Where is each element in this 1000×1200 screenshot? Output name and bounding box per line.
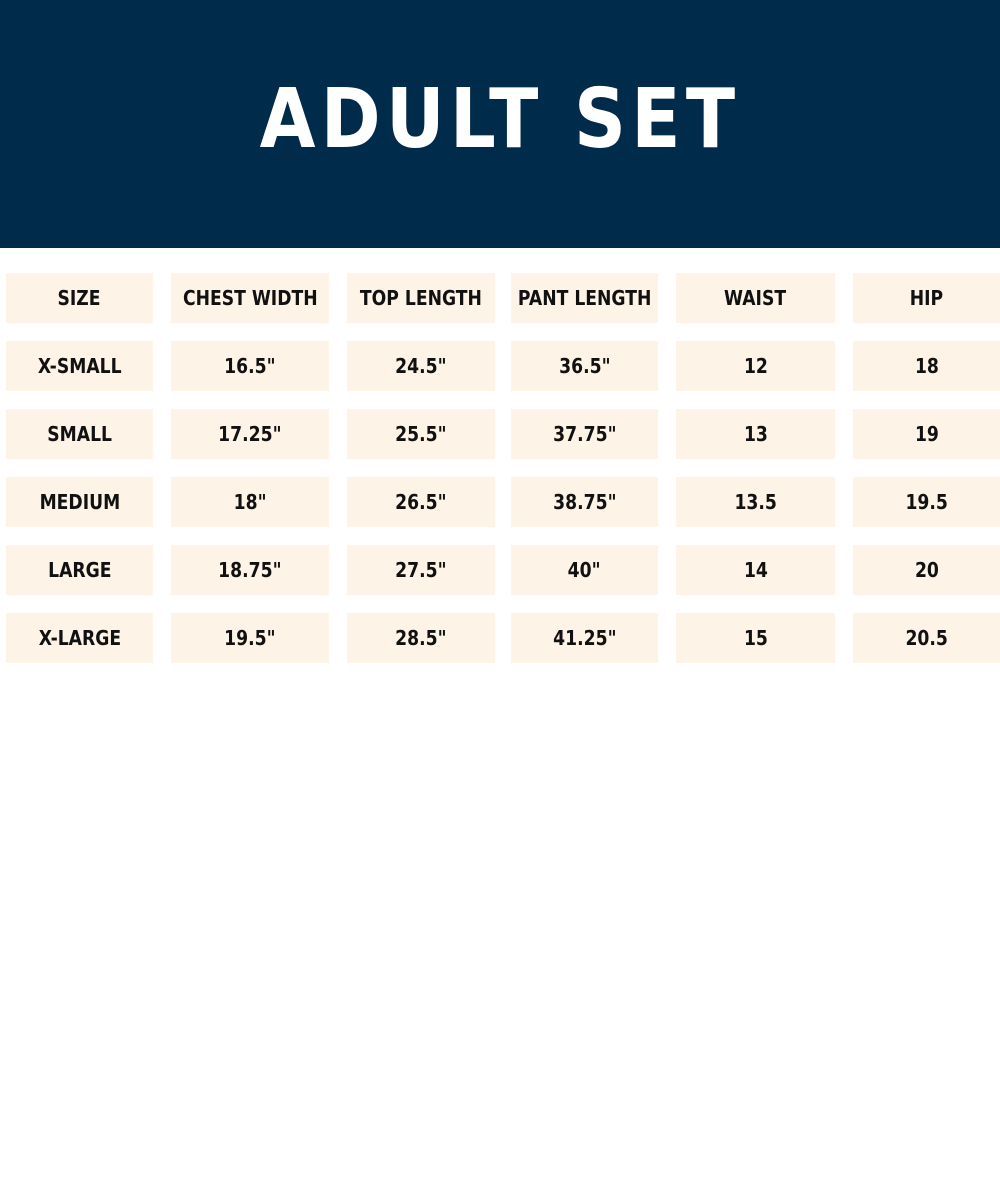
- table-cell-size: X-SMALL: [6, 341, 153, 391]
- column-header-hip: HIP: [853, 273, 1000, 323]
- table-cell-pant-length: 41.25": [511, 613, 658, 663]
- table-cell-chest-width: 18": [171, 477, 329, 527]
- table-cell-hip: 20: [853, 545, 1000, 595]
- table-cell-pant-length: 38.75": [511, 477, 658, 527]
- table-cell-waist: 12: [676, 341, 835, 391]
- table-cell-hip: 19.5: [853, 477, 1000, 527]
- table-cell-top-length: 28.5": [347, 613, 495, 663]
- table-cell-pant-length: 36.5": [511, 341, 658, 391]
- table-cell-top-length: 24.5": [347, 341, 495, 391]
- table-cell-chest-width: 17.25": [171, 409, 329, 459]
- table-cell-top-length: 25.5": [347, 409, 495, 459]
- page-title: ADULT SET: [259, 72, 741, 167]
- table-cell-waist: 14: [676, 545, 835, 595]
- table-cell-hip: 20.5: [853, 613, 1000, 663]
- table-cell-hip: 18: [853, 341, 1000, 391]
- table-cell-waist: 15: [676, 613, 835, 663]
- table-cell-chest-width: 18.75": [171, 545, 329, 595]
- table-cell-chest-width: 16.5": [171, 341, 329, 391]
- table-cell-size: LARGE: [6, 545, 153, 595]
- column-header-size: SIZE: [6, 273, 153, 323]
- table-cell-pant-length: 40": [511, 545, 658, 595]
- table-cell-hip: 19: [853, 409, 1000, 459]
- table-cell-chest-width: 19.5": [171, 613, 329, 663]
- table-cell-top-length: 26.5": [347, 477, 495, 527]
- table-cell-waist: 13.5: [676, 477, 835, 527]
- table-cell-size: MEDIUM: [6, 477, 153, 527]
- column-header-chest-width: CHEST WIDTH: [171, 273, 329, 323]
- table-cell-waist: 13: [676, 409, 835, 459]
- column-header-top-length: TOP LENGTH: [347, 273, 495, 323]
- table-cell-size: X-LARGE: [6, 613, 153, 663]
- column-header-pant-length: PANT LENGTH: [511, 273, 658, 323]
- table-cell-size: SMALL: [6, 409, 153, 459]
- column-header-waist: WAIST: [676, 273, 835, 323]
- table-cell-top-length: 27.5": [347, 545, 495, 595]
- table-cell-pant-length: 37.75": [511, 409, 658, 459]
